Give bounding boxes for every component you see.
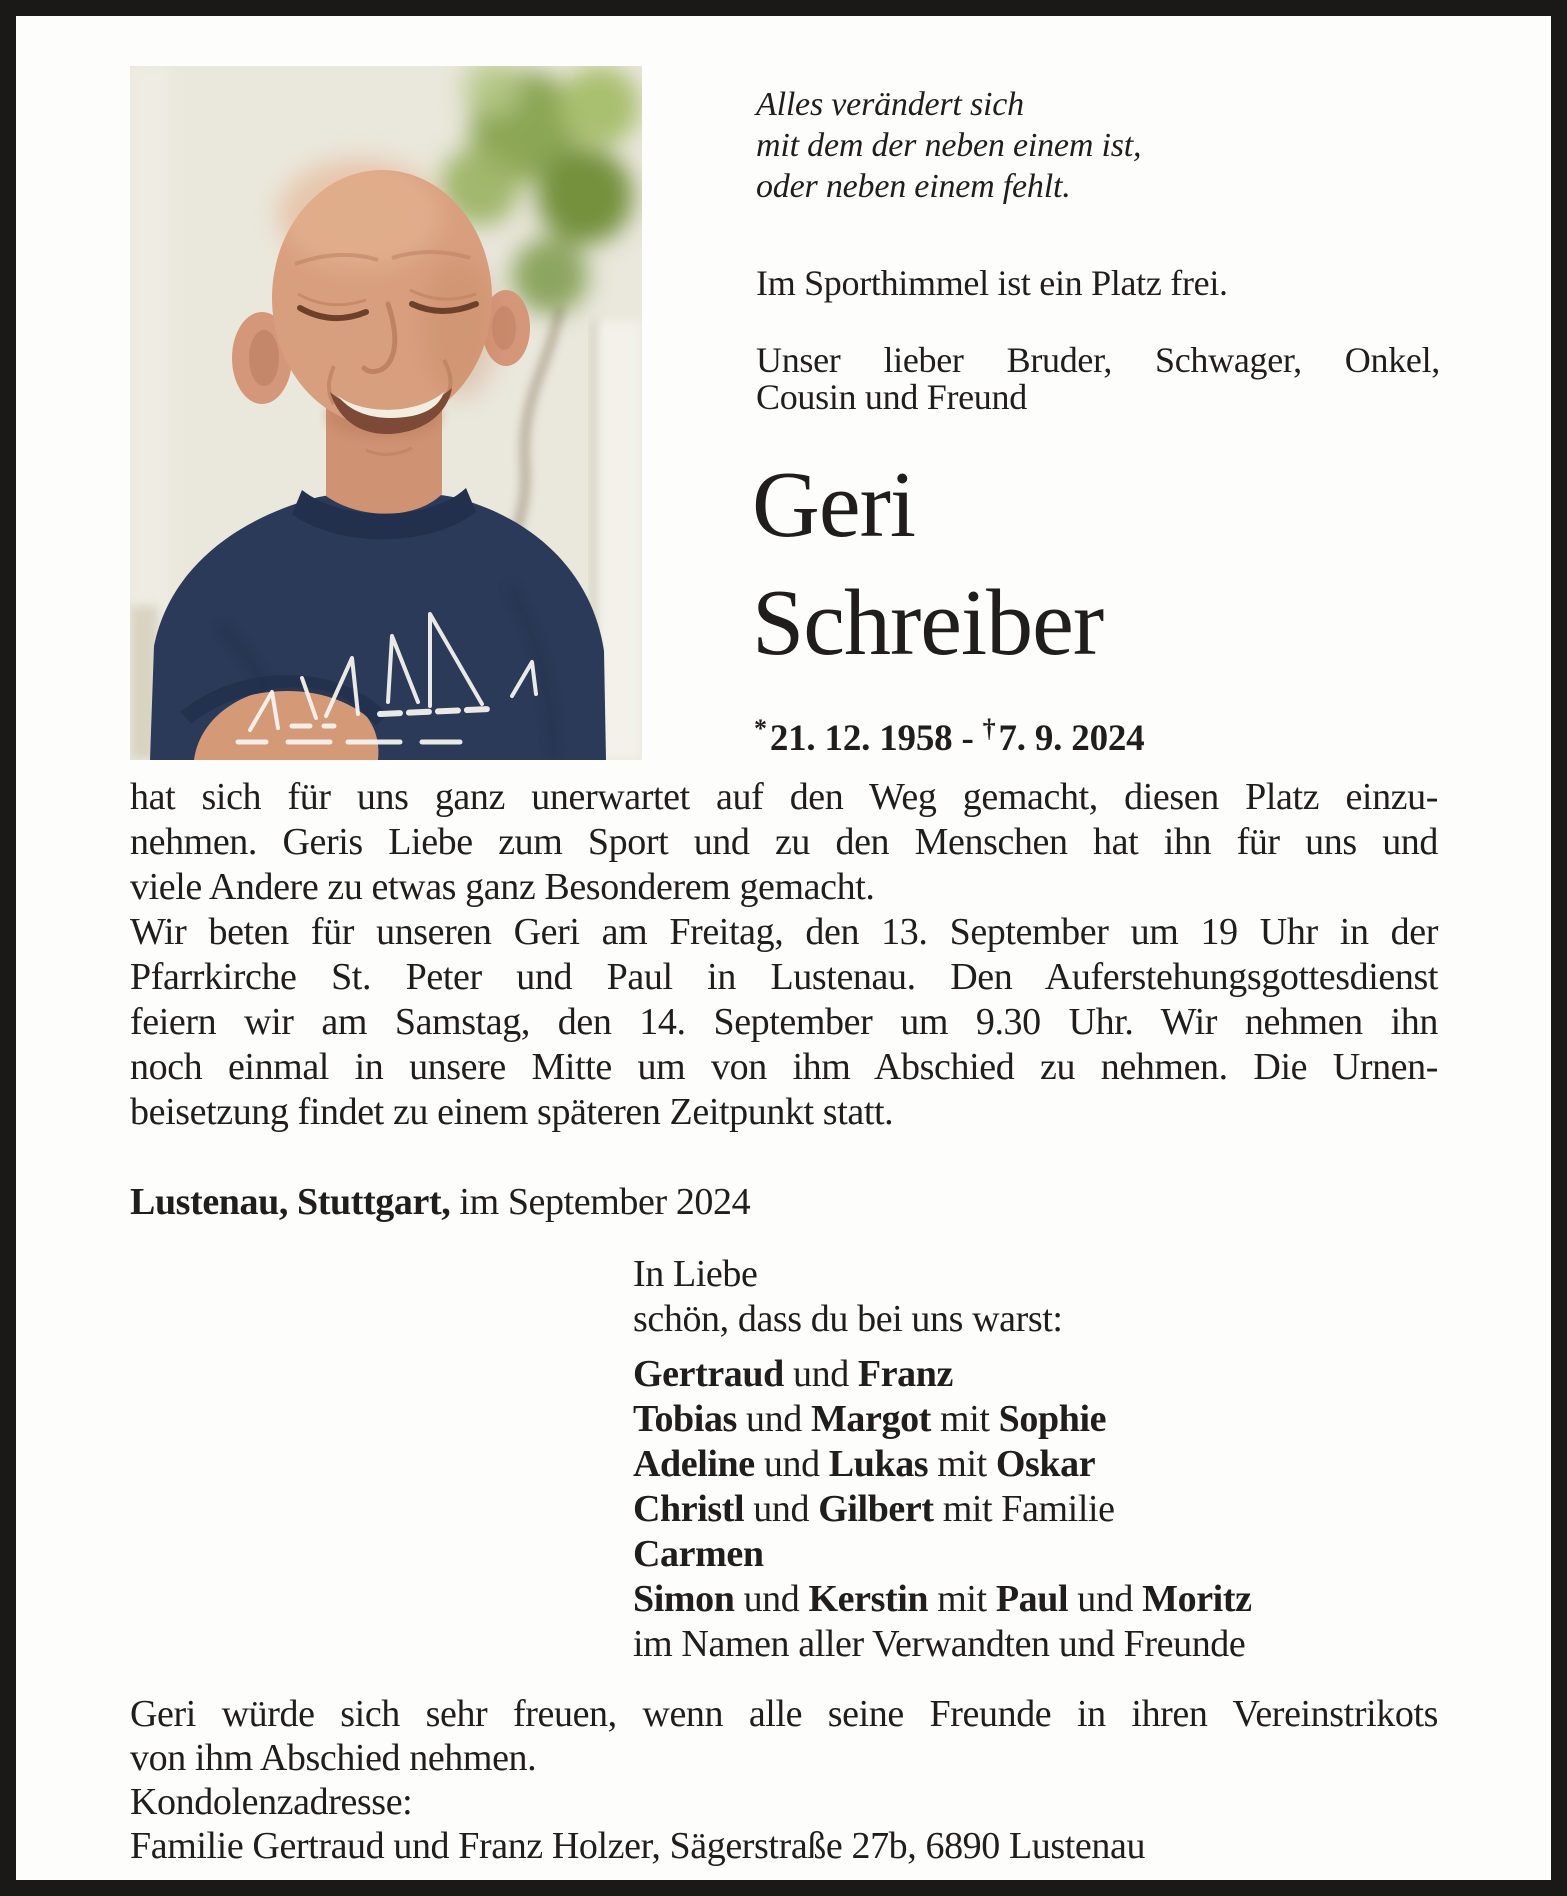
text-line: noch einmal in unsere Mitte um von ihm Abschied zu nehmen. Die Urnen- [130,1046,1438,1088]
paragraph [756,84,1141,207]
mourner-name: Moritz [1142,1578,1252,1620]
mourner-line [633,1532,1252,1577]
text-line: Kondolenzadresse: [130,1781,413,1823]
mourner-line [633,1487,1252,1532]
dateline-places: Lustenau, Stuttgart, [130,1181,451,1223]
mourner-connector: im Namen aller Verwandten und Freunde [633,1623,1246,1665]
mourner-connector: und [783,1353,858,1395]
mourner-line [633,1622,1252,1667]
mourner-name: Sophie [998,1398,1107,1440]
mourner-name: Tobias [633,1398,737,1440]
memorial-quote [756,84,1141,207]
place-dateline [130,1180,750,1225]
text-line: In Liebe [633,1253,758,1295]
mourner-connector: mit Familie [933,1488,1115,1530]
text-line: Pfarrkirche St. Peter und Paul in Lustenau. Den Auferstehungsgottesdienst [130,956,1438,998]
text-line: Alles verändert sich [756,86,1024,123]
text-line: hat sich für uns ganz unerwartet auf den Weg gemacht, diesen Platz einzu- [130,776,1438,818]
date-separator: - [961,718,983,759]
birth-date: 21. 12. 1958 [769,718,953,759]
mourner-name: Margot [810,1398,931,1440]
mourner-name: Kerstin [808,1578,929,1620]
mourner-name: Carmen [633,1533,764,1575]
relation-lines [756,342,1440,416]
mourner-name: Gertraud [633,1353,784,1395]
mourner-name: Franz [857,1353,953,1395]
mourner-connector: und [734,1578,809,1620]
text-line: oder neben einem fehlt. [756,168,1071,205]
portrait-photo [130,66,642,760]
mourner-name: Simon [633,1578,735,1620]
text-line: feiern wir am Samstag, den 14. September um 9.30 Uhr. Wir nehmen ihn [130,1001,1438,1043]
text-line: mit dem der neben einem ist, [756,127,1142,164]
relation-line-2: Cousin und Freund [756,377,1027,417]
deceased-last-name: Schreiber [752,571,1104,675]
mourner-connector: und [1068,1578,1143,1620]
mourner-name: Adeline [633,1443,755,1485]
paragraph [130,1780,1438,1824]
text-line: Wir beten für unseren Geri am Freitag, den 13. September um 19 Uhr in der [130,911,1438,953]
mourner-connector: und [754,1443,829,1485]
text-line: schön, dass du bei uns warst: [633,1298,1063,1340]
text-line: von ihm Abschied nehmen. [130,1737,537,1779]
death-date: 7. 9. 2024 [998,718,1145,759]
paragraph [130,1824,1438,1868]
mourner-line [633,1352,1252,1397]
mourner-name: Oskar [995,1443,1096,1485]
mourner-connector: und [736,1398,811,1440]
mourner-connector: mit [930,1398,999,1440]
relation-line-1: Unser lieber Bruder, Schwager, Onkel, [756,340,1440,380]
deceased-name [752,446,1103,682]
mourner-names [633,1352,1252,1667]
mourner-connector: und [744,1488,819,1530]
text-line: Geri würde sich sehr freuen, wenn alle seine Freunde in ihren Vereinstrikots [130,1693,1438,1735]
mourner-line [633,1442,1252,1487]
portrait-illustration [130,66,642,760]
text-line: Familie Gertraud und Franz Holzer, Sägerstraße 27b, 6890 Lustenau [130,1825,1146,1867]
opening-line: Im Sporthimmel ist ein Platz frei. [756,263,1228,303]
paragraph [130,775,1438,910]
text-line: viele Andere zu etwas ganz Besonderem gemacht. [130,866,875,908]
birth-star-symbol: * [754,714,767,743]
paragraph [633,1252,1063,1342]
paragraph [130,1692,1438,1780]
farewell-lines [633,1252,1063,1342]
text-line: nehmen. Geris Liebe zum Sport und zu den Menschen hat ihn für uns und [130,821,1438,863]
mourner-connector: mit [928,1578,996,1620]
footer-notes [130,1692,1438,1868]
mourner-name: Gilbert [818,1488,934,1530]
death-dagger-symbol: † [982,714,996,743]
obituary-body [130,775,1438,1135]
deceased-first-name: Geri [752,453,916,557]
mourner-name: Lukas [828,1443,929,1485]
dateline-date: im September 2024 [450,1181,751,1223]
mourner-line [633,1397,1252,1442]
mourner-name: Paul [995,1578,1069,1620]
mourner-line [633,1577,1252,1622]
text-line: beisetzung findet zu einem späteren Zeitpunkt statt. [130,1091,894,1133]
mourner-name: Christl [633,1488,745,1530]
life-dates [754,714,1144,760]
paragraph [130,910,1438,1135]
mourner-connector: mit [928,1443,996,1485]
